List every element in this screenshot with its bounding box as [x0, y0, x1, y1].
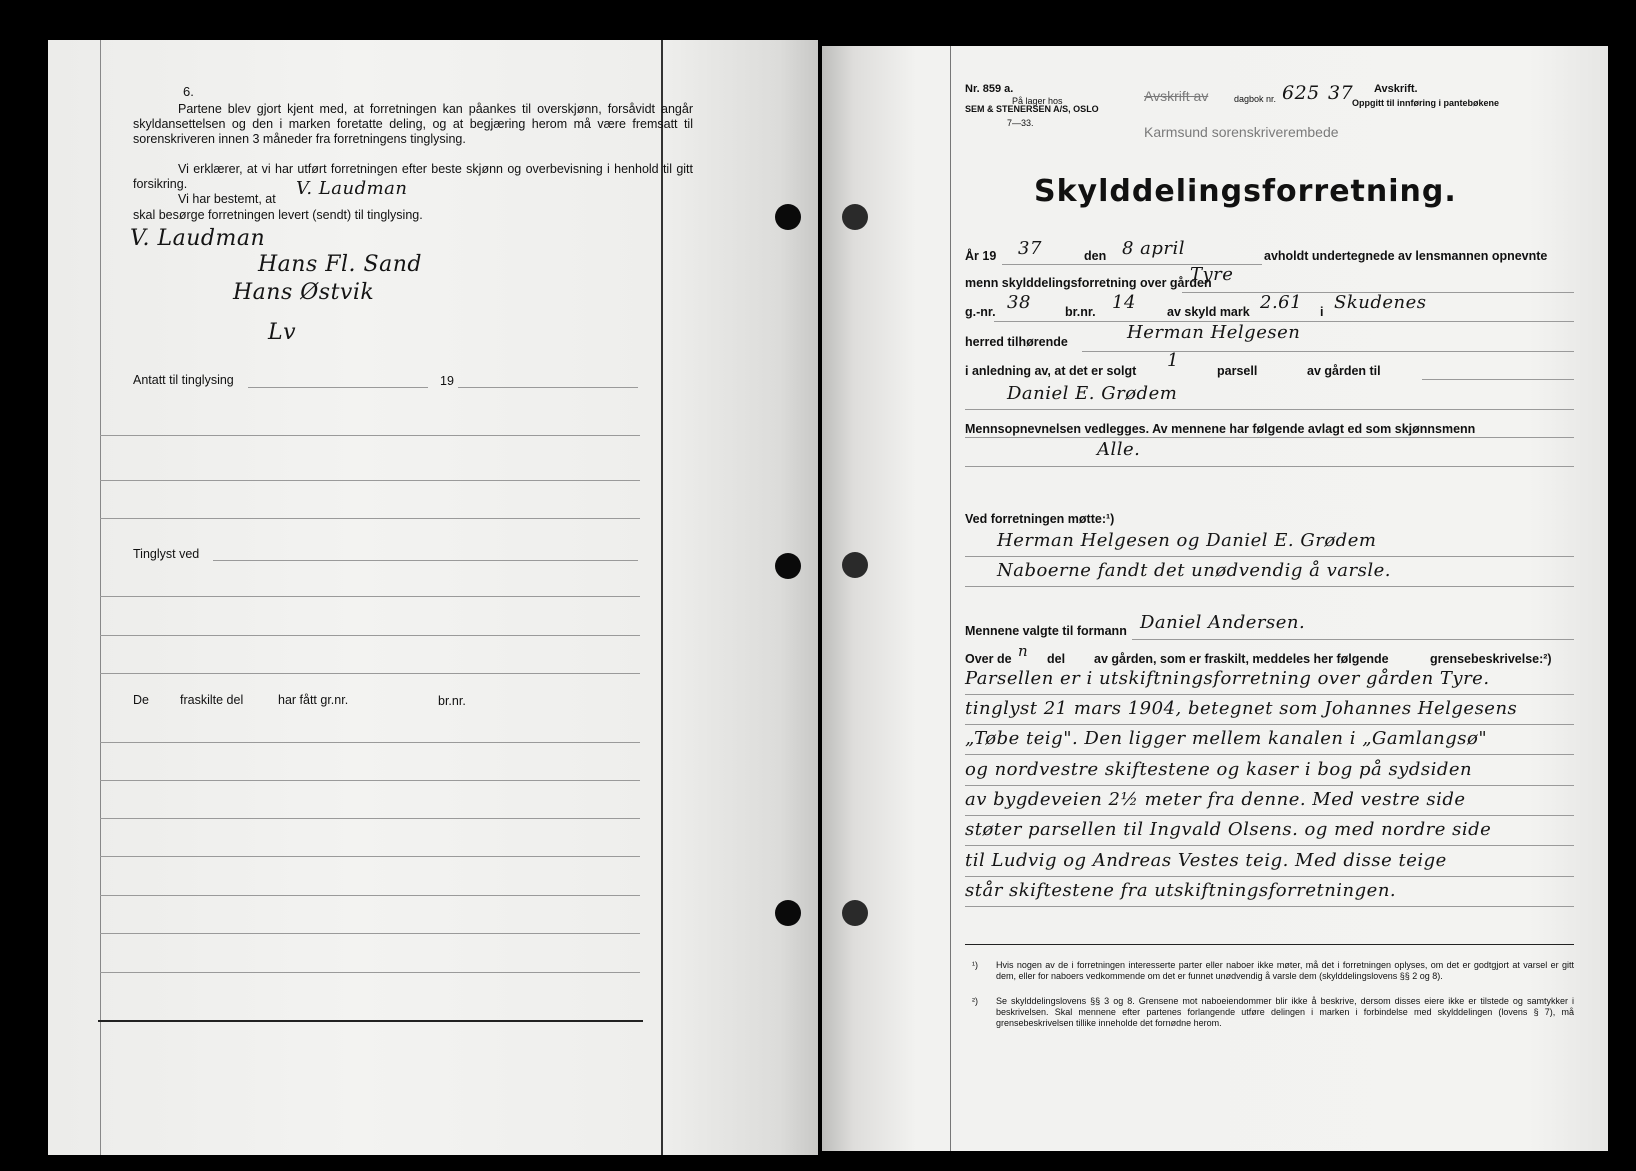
date-label: den [1084, 249, 1107, 263]
punch-hole [775, 900, 801, 926]
fill-line [965, 876, 1574, 877]
sold-rest: av gården til [1307, 364, 1381, 378]
parsell-label: parsell [1217, 364, 1258, 378]
fill-line [1082, 351, 1574, 352]
send-line: skal besørge forretningen levert (sendt) til tinglysing. [133, 208, 423, 222]
document-title: Skylddelingsforretning. [1034, 174, 1457, 209]
farm-value: Tyre [1190, 264, 1234, 285]
fill-line [1422, 379, 1574, 380]
blank-line [100, 673, 640, 674]
boundary-label-d: grensebeskrivelse:²) [1430, 652, 1552, 666]
boundary-line-1: Parsellen er i utskiftningsforretning over gården Tyre. [965, 668, 1490, 689]
appointed-signature: V. Laudman [296, 178, 408, 199]
footnote-1: Hvis nogen av de i forretningen interesserte parter eller naboer ikke møter, må det i forretningen oplyses, om det er godtgjort at varsel er gitt dem, eller for naboers vedkommende om det er funnet unødvendig å varsle dem (skylddelingslovens §§ 2 og 8). [996, 960, 1574, 981]
left-fold-line [661, 40, 663, 1155]
gnr-label: g.-nr. [965, 305, 996, 319]
year-label: År 19 [965, 249, 997, 263]
dagbok-value: 625 [1282, 82, 1320, 104]
boundary-line-4: og nordvestre skiftestene og kaser i bog på sydsiden [965, 759, 1473, 780]
fill-line [965, 466, 1574, 467]
appeal-paragraph: Partene blev gjort kjent med, at forretningen kan påankes til overskjønn, forsåvidt angår skyldansettelsen og den i marken foretatte deling, og at begjæring herom må være fremsatt til sorenskriveren innen 3 måneder fra forretningens tinglysing. [133, 102, 693, 146]
gnr-value: 38 [1007, 292, 1031, 313]
accepted-line-2 [458, 387, 638, 388]
year-value: 37 [1018, 238, 1042, 259]
blank-line [100, 895, 640, 896]
bottom-brnr: br.nr. [438, 694, 466, 708]
blank-line [100, 972, 640, 973]
blank-line [100, 856, 640, 857]
skyld-value: 2.61 [1260, 292, 1303, 313]
boundary-line-2: tinglyst 21 mars 1904, betegnet som Johannes Helgesens [965, 698, 1518, 719]
fill-line [965, 815, 1574, 816]
avskrift-label: Avskrift. [1374, 83, 1418, 95]
chair-value: Daniel Andersen. [1140, 612, 1306, 633]
brnr-value: 14 [1112, 292, 1136, 313]
printer-line-3: 7—33. [1007, 118, 1034, 128]
dagbok-year: 37 [1328, 82, 1354, 104]
right-margin-line [950, 46, 951, 1151]
printer-line-1: På lager hos [1012, 96, 1063, 106]
year-row-rest: avholdt undertegnede av lensmannen opnevnte [1264, 249, 1548, 263]
fill-line [965, 586, 1574, 587]
boundary-line-5: av bygdeveien 2½ meter fra denne. Med vestre side [965, 789, 1466, 810]
dagbok-label: dagbok nr. [1234, 94, 1277, 104]
right-page [822, 46, 1608, 1151]
blank-line [100, 780, 640, 781]
blank-line [100, 742, 640, 743]
boundary-line-8: står skiftestene fra utskiftningsforretningen. [965, 880, 1397, 901]
punch-hole [842, 900, 868, 926]
footnote-rule [965, 944, 1574, 945]
punch-hole [842, 204, 868, 230]
printer-line-2: SEM & STENERSEN A/S, OSLO [965, 104, 1099, 114]
present-label: Ved forretningen møtte:¹) [965, 512, 1115, 526]
boundary-label-c: av gården, som er fraskilt, meddeles her følgende [1094, 652, 1389, 666]
boundary-line-3: „Tøbe teig". Den ligger mellem kanalen i „Gamlangsø" [965, 728, 1488, 749]
punch-hole [842, 552, 868, 578]
form-number: Nr. 859 a. [965, 83, 1014, 95]
blank-line [100, 596, 640, 597]
fill-line [965, 845, 1574, 846]
fill-line [1132, 639, 1574, 640]
blank-line [100, 818, 640, 819]
fill-line [965, 724, 1574, 725]
boundary-inline: n [1018, 642, 1029, 660]
sold-label: i anledning av, at det er solgt [965, 364, 1137, 378]
fill-line [965, 906, 1574, 907]
accepted-year: 19 [440, 374, 454, 388]
left-margin-line [100, 40, 101, 1155]
footnote-2-mark: ²) [972, 996, 978, 1006]
herred-i-label: i [1320, 305, 1324, 319]
sold-count: 1 [1167, 350, 1179, 371]
fill-line [965, 694, 1574, 695]
avskrift-sub: Oppgitt til innføring i pantebøkene [1352, 98, 1499, 108]
signature-3: Hans Østvik [233, 280, 375, 305]
punch-hole [775, 553, 801, 579]
punch-hole [775, 204, 801, 230]
blank-line [100, 480, 640, 481]
corner-mark: 6. [183, 84, 194, 99]
office-stamp: Karmsund sorenskriverembede [1144, 124, 1339, 140]
date-value: 8 april [1122, 238, 1186, 259]
signature-1: V. Laudman [130, 226, 266, 251]
present-line-1: Herman Helgesen og Daniel E. Grødem [997, 530, 1377, 551]
footnote-1-mark: ¹) [972, 960, 978, 970]
footnote-2: Se skylddelingslovens §§ 3 og 8. Grensene mot naboeiendommer blir ikke å beskrive, dersom disses eiere ikke er tilstede og samtykker i beskrivelsen. Skal mennene efter partenes forlangende utføre delingen i marken i forbindelse med skylddelingen (lovens § 7), må grensebeskrivelsen tillike inneholde det fornødne herom. [996, 996, 1574, 1028]
accepted-label: Antatt til tinglysing [133, 373, 234, 387]
sworn-label: Mennsopnevnelsen vedlegges. Av mennene har følgende avlagt ed som skjønnsmenn [965, 422, 1476, 436]
boundary-line-7: til Ludvig og Andreas Vestes teig. Med disse teige [965, 850, 1447, 871]
herred-value: Skudenes [1334, 292, 1427, 313]
boundary-line-6: støter parsellen til Ingvald Olsens. og med nordre side [965, 819, 1492, 840]
boundary-label-a: Over de [965, 652, 1012, 666]
appointed-label: Vi har bestemt, at [178, 192, 276, 206]
bottom-rule [98, 1020, 643, 1022]
blank-line [100, 518, 640, 519]
signature-4: Lv [268, 320, 297, 345]
blank-line [100, 635, 640, 636]
fill-line [965, 754, 1574, 755]
brnr-label: br.nr. [1065, 305, 1096, 319]
owner-label: herred tilhørende [965, 335, 1068, 349]
bottom-har-fatt: har fått gr.nr. [278, 693, 349, 707]
bottom-fraskilte: fraskilte del [180, 693, 244, 707]
fill-line [965, 409, 1574, 410]
left-page [48, 40, 818, 1155]
registered-label: Tinglyst ved [133, 547, 200, 561]
fill-line [965, 785, 1574, 786]
blank-line [100, 435, 640, 436]
farm-label: menn skylddelingsforretning over gården [965, 276, 1212, 290]
fill-line [965, 437, 1574, 438]
owner-value: Herman Helgesen [1127, 322, 1301, 343]
present-line-2: Naboerne fandt det unødvendig å varsle. [997, 560, 1391, 581]
struck-stamp: Avskrift av [1144, 88, 1209, 104]
sworn-value: Alle. [1097, 439, 1141, 460]
signature-2: Hans Fl. Sand [258, 252, 422, 277]
bottom-de: De [133, 693, 149, 707]
skyld-label: av skyld mark [1167, 305, 1250, 319]
fill-line [965, 556, 1574, 557]
buyer-value: Daniel E. Grødem [1007, 383, 1178, 404]
boundary-label-b: del [1047, 652, 1066, 666]
registered-line [213, 560, 638, 561]
chair-label: Mennene valgte til formann [965, 624, 1127, 638]
declaration-paragraph: Vi erklærer, at vi har utført forretningen efter beste skjønn og overbevisning i henhold til gitt forsikring. [133, 162, 693, 191]
accepted-line [248, 387, 428, 388]
blank-line [100, 933, 640, 934]
